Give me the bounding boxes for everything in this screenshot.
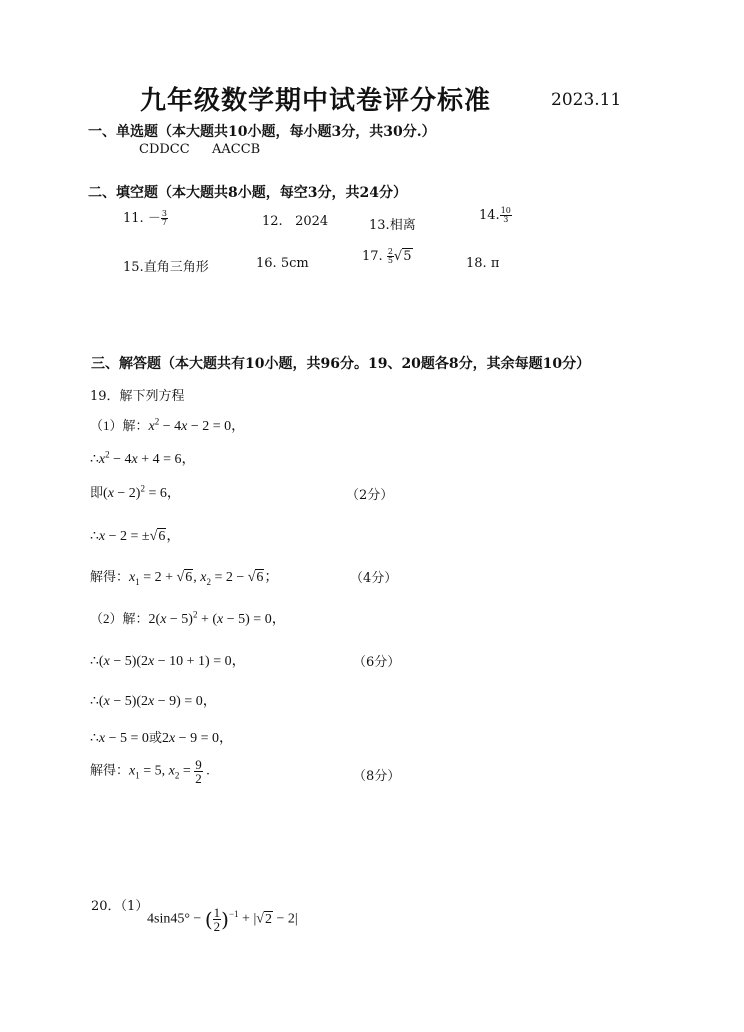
- q20-1-expression: 4sin45° − ( $\frac{1}{2}$ )$^{-1}$ + |√2 − 2|: [147, 905, 298, 934]
- q19-2-step3: ∴x − 5 = 0或2x − 9 = 0，: [90, 730, 233, 746]
- answer-17: 17. $\frac{2}{5}$ √5: [362, 247, 412, 265]
- answer-15: 15.直角三角形: [123, 260, 209, 275]
- page-title: 九年级数学期中试卷评分标准: [140, 86, 492, 116]
- mc-answers-6-10: AACCB: [212, 142, 261, 157]
- section-2-heading: 二、填空题（本大题共8小题，每空3分，共24分）: [88, 185, 407, 201]
- q19-1-solution: 解得：$x_1 = 2 + √6$, $x_2 = 2 - √6$；: [90, 569, 279, 587]
- answer-18: 18. π: [466, 256, 500, 271]
- q19-title: 19．解下列方程: [90, 389, 185, 404]
- mc-answers-1-5: CDDCC: [139, 142, 190, 157]
- q19-1-step2: 即$(x - 2)^2 = 6$，: [90, 483, 181, 501]
- q19-2-step2: ∴(x − 5)(2x − 9) = 0，: [90, 694, 217, 709]
- exam-date: 2023.11: [551, 90, 622, 110]
- q20-label: 20．（1）: [91, 899, 149, 914]
- answer-12: 12. 2024: [262, 214, 329, 229]
- score-4: （4分）: [350, 571, 398, 586]
- score-8: （8分）: [353, 769, 401, 784]
- q19-2-step1: ∴(x − 5)(2x − 10 + 1) = 0，: [90, 654, 246, 669]
- answer-16: 16. 5cm: [256, 256, 309, 271]
- answer-11: 11. － $\frac{3}{7}$: [123, 209, 167, 227]
- score-2: （2分）: [346, 488, 394, 503]
- section-1-heading: 一、单选题（本大题共10小题，每小题3分，共30分.）: [88, 124, 436, 140]
- answer-14: 14. $\frac{10}{3}$: [479, 206, 511, 224]
- section-3-heading: 三、解答题（本大题共有10小题，共96分。19、20题各8分，其余每题10分）: [91, 356, 591, 372]
- q19-1-step3: ∴x − 2 = ±√6，: [90, 529, 181, 544]
- q19-2-equation: （2）解：$2(x - 5)^2 + (x - 5) = 0$，: [90, 609, 286, 627]
- q19-1-step1: $\therefore x^2 - 4x + 4 = 6$，: [90, 449, 196, 467]
- score-6: （6分）: [353, 655, 401, 670]
- q19-1-equation: （1）解：$x^2 - 4x - 2 = 0$，: [90, 416, 246, 434]
- q19-2-solution: 解得：$x_1 = 5$, $x_2$ = $\frac{9}{2}$ .: [90, 757, 210, 786]
- answer-13: 13.相离: [369, 218, 416, 233]
